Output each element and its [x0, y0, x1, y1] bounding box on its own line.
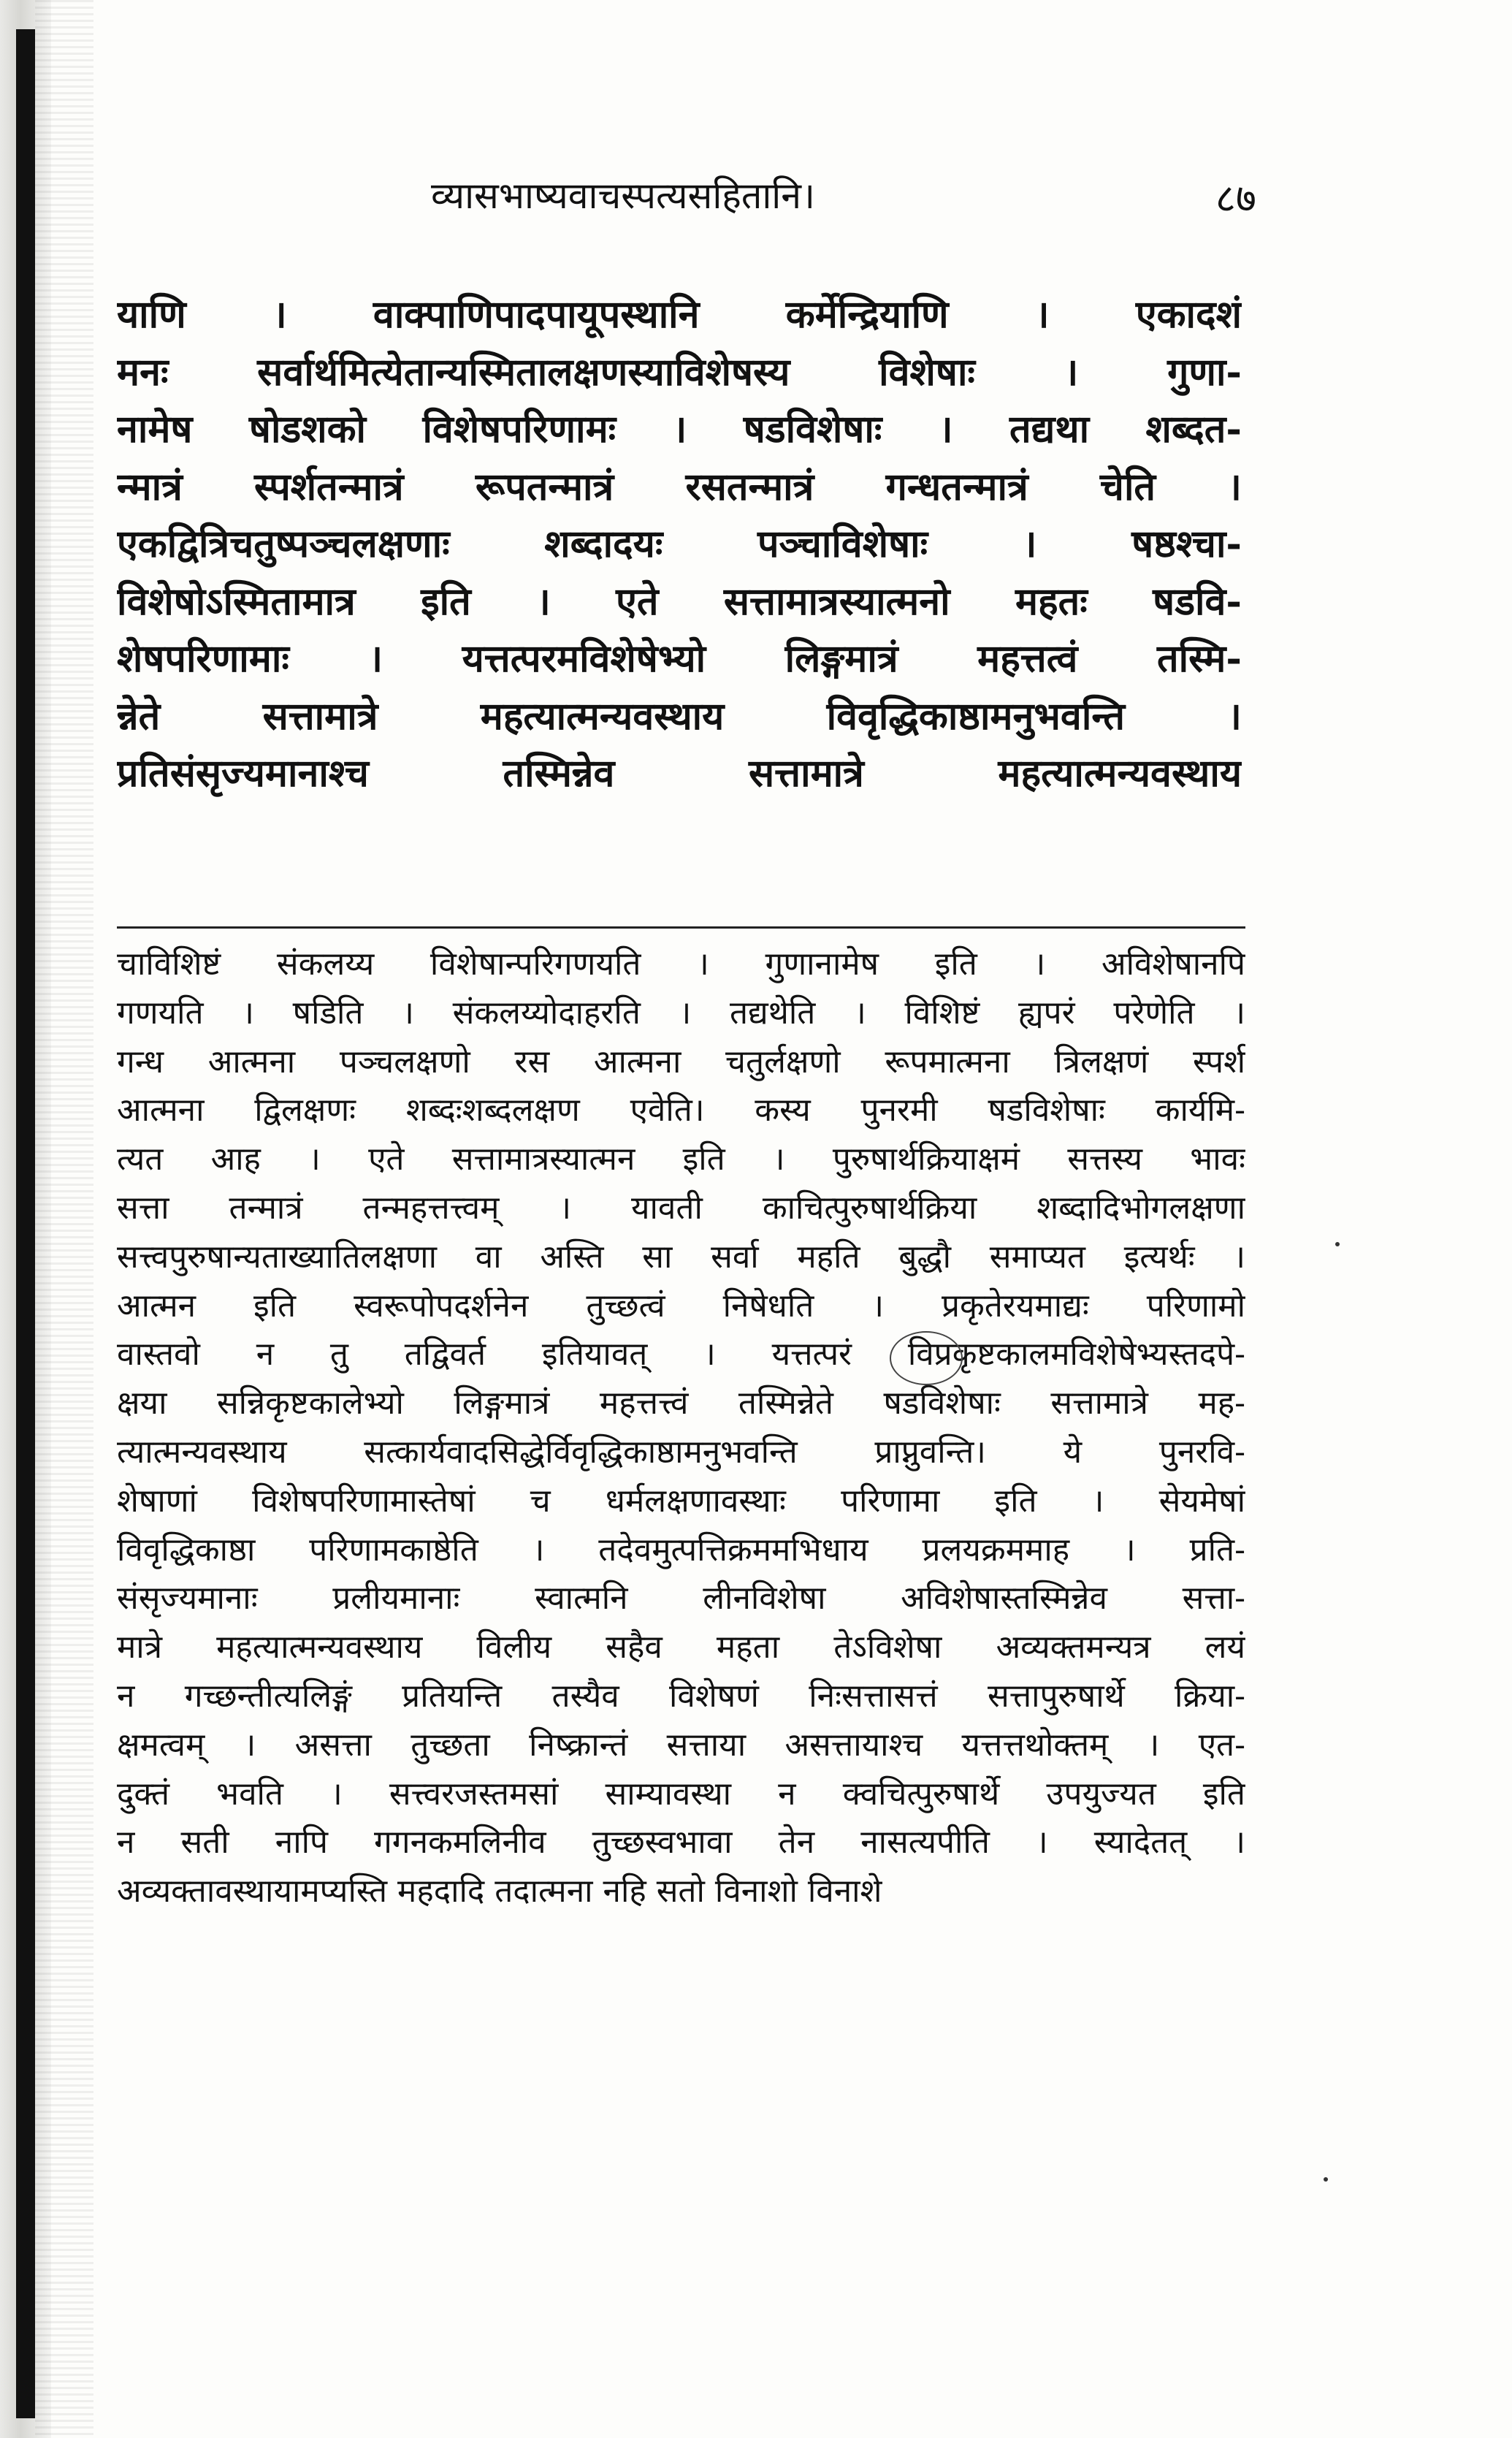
commentary-line: विवृद्धिकाष्ठा परिणामकाष्ठेति । तदेवमुत्पत्तिक्रममभिधाय प्रलयक्रममाह । प्रति-: [117, 1531, 1245, 1569]
page-number: ८७: [1215, 175, 1256, 221]
section-divider: [117, 926, 1245, 929]
paper-grain: [35, 0, 93, 2438]
commentary-line: क्षया सन्निकृष्टकालेभ्यो लिङ्गमात्रं महत्तत्त्वं तस्मिन्नेते षडविशेषाः सत्तामात्रे मह-: [117, 1384, 1245, 1422]
sutra-line: मनः सर्वार्थमित्येतान्यस्मितालक्षणस्याविशेषस्य विशेषाः । गुणा-: [117, 349, 1242, 395]
sutra-line: एकद्वित्रिचतुष्पञ्चलक्षणाः शब्दादयः पञ्चाविशेषाः । षष्ठश्चा-: [117, 522, 1242, 566]
binding-shadow: [16, 29, 35, 2418]
ink-speck: [1335, 1242, 1340, 1246]
commentary-line: सत्त्वपुरुषान्यताख्यातिलक्षणा वा अस्ति सा सर्वा महति बुद्धौ समाप्यत इत्यर्थः ।: [117, 1238, 1245, 1276]
commentary-line: दुक्तं भवति । सत्त्वरजस्तमसां साम्यावस्था न क्वचित्पुरुषार्थे उपयुज्यत इति: [117, 1775, 1245, 1813]
commentary-line: शेषाणां विशेषपरिणामास्तेषां च धर्मलक्षणावस्थाः परिणामा इति । सेयमेषां: [117, 1482, 1245, 1520]
sutra-line: न्नेते सत्तामात्रे महत्यात्मन्यवस्थाय विवृद्धिकाष्ठामनुभवन्ति ।: [117, 693, 1242, 739]
sutra-line: नामेष षोडशको विशेषपरिणामः । षडविशेषाः । तद्यथा शब्दत-: [117, 407, 1242, 452]
header-title: व्यासभाष्यवाचस्पत्यसहितानि।: [431, 175, 815, 217]
sutra-line: न्मात्रं स्पर्शतन्मात्रं रूपतन्मात्रं रसतन्मात्रं गन्धतन्मात्रं चेति ।: [117, 464, 1242, 509]
commentary-line: चाविशिष्टं संकलय्य विशेषान्परिगणयति । गुणानामेष इति । अविशेषानपि: [117, 945, 1245, 983]
commentary-line: न गच्छन्तीत्यलिङ्गं प्रतियन्ति तस्यैव विशेषणं निःसत्तासत्तं सत्तापुरुषार्थे क्रिया-: [117, 1677, 1245, 1715]
sutra-line: प्रतिसंसृज्यमानाश्च तस्मिन्नेव सत्तामात्रे महत्यात्मन्यवस्थाय: [117, 751, 1242, 796]
commentary-line: अव्यक्तावस्थायामप्यस्ति महदादि तदात्मना नहि सतो विनाशो विनाशे: [117, 1873, 882, 1911]
commentary-line: क्षमत्वम् । असत्ता तुच्छता निष्क्रान्तं सत्ताया असत्तायाश्च यत्तत्तथोक्तम् । एत-: [117, 1726, 1245, 1764]
commentary-line: त्यात्मन्यवस्थाय सत्कार्यवादसिद्धेर्विवृद्धिकाष्ठामनुभवन्ति प्राप्नुवन्ति। ये पुनरवि-: [117, 1433, 1245, 1471]
sutra-line: विशेषोऽस्मितामात्र इति । एते सत्तामात्रस्यात्मनो महतः षडवि-: [117, 579, 1242, 624]
commentary-line: संसृज्यमानाः प्रलीयमानाः स्वात्मनि लीनविशेषा अविशेषास्तस्मिन्नेव सत्ता-: [117, 1580, 1245, 1618]
commentary-line: न सती नापि गगनकमलिनीव तुच्छस्वभावा तेन नासत्यपीति । स्यादेतत् ।: [117, 1824, 1245, 1862]
commentary-line: आत्मन इति स्वरूपोपदर्शनेन तुच्छत्वं निषेधति । प्रकृतेरयमाद्यः परिणामो: [117, 1287, 1245, 1325]
sutra-text-block: [117, 286, 1242, 803]
ink-speck: [1324, 2177, 1328, 2182]
commentary-line: आत्मना द्विलक्षणः शब्दःशब्दलक्षण एवेति। कस्य पुनरमी षडविशेषाः कार्यमि-: [117, 1092, 1245, 1130]
commentary-line: सत्ता तन्मात्रं तन्महत्तत्त्वम् । यावती काचित्पुरुषार्थक्रिया शब्दादिभोगलक्षणा: [117, 1189, 1245, 1227]
commentary-line: गन्ध आत्मना पञ्चलक्षणो रस आत्मना चतुर्लक्षणो रूपमात्मना त्रिलक्षणं स्पर्श: [117, 1043, 1245, 1081]
commentary-line: मात्रे महत्यात्मन्यवस्थाय विलीय सहैव महता तेऽविशेषा अव्यक्तमन्यत्र लयं: [117, 1628, 1245, 1666]
commentary-text-block: [117, 940, 1245, 1916]
commentary-line: वास्तवो न तु तद्विवर्त इतियावत् । यत्तत्परं विप्रकृष्टकालमविशेषेभ्यस्तदपे-: [117, 1336, 1245, 1374]
sutra-line: याणि । वाक्पाणिपादपायूपस्थानि कर्मेन्द्रियाणि । एकादशं: [117, 292, 1242, 337]
running-header: [117, 169, 1256, 228]
handwritten-circle-mark: [890, 1331, 963, 1385]
commentary-line: गणयति । षडिति । संकलय्योदाहरति । तद्यथेति । विशिष्टं ह्यपरं परेणेति ।: [117, 994, 1245, 1032]
sutra-line: शेषपरिणामाः । यत्तत्परमविशेषेभ्यो लिङ्गमात्रं महत्तत्वं तस्मि-: [117, 636, 1242, 681]
commentary-line: त्यत आह । एते सत्तामात्रस्यात्मन इति । पुरुषार्थक्रियाक्षमं सत्तस्य भावः: [117, 1140, 1245, 1178]
